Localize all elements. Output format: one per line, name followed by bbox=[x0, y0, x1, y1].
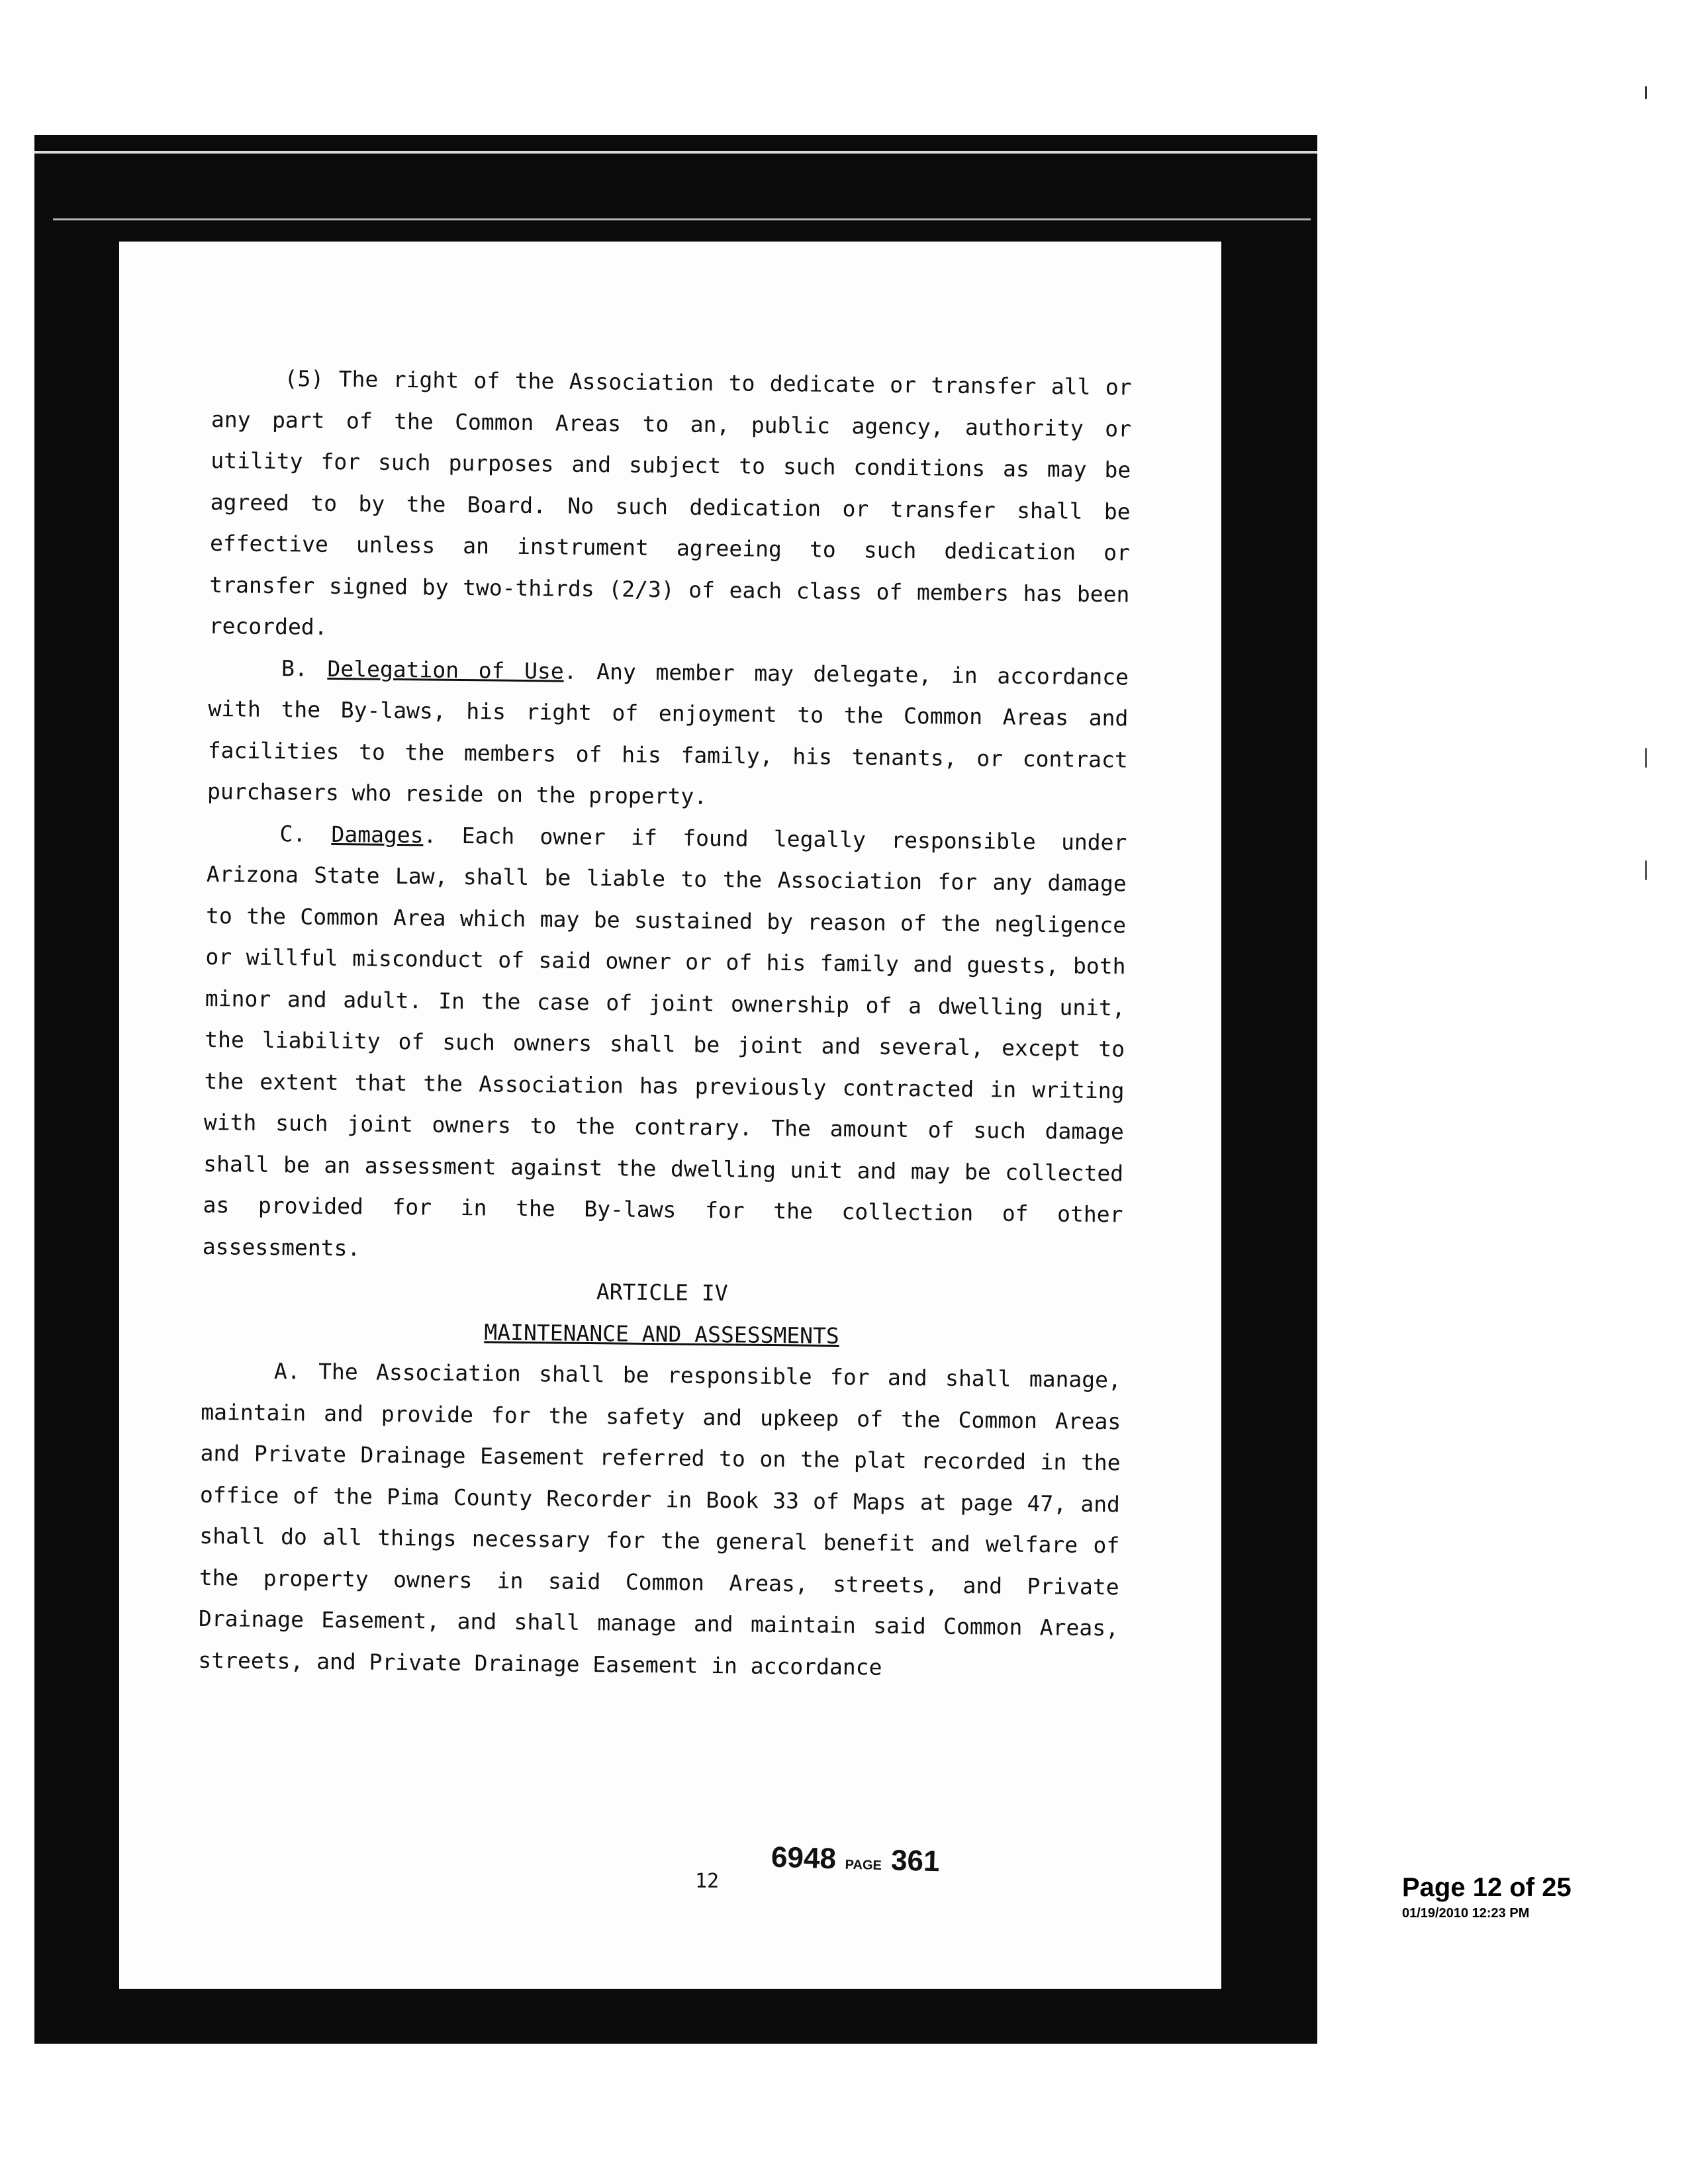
book-number: 6948 bbox=[771, 1841, 837, 1876]
scan-speck bbox=[1645, 86, 1647, 99]
paragraph-text: The Association shall be responsible for and shall manage, maintain and provide for the safety and upkeep of the Common Areas and Private Drainage Easement referred to on the plat recorded in the office of the Pima County Recorder in Book 33 of Maps at page 47, and shall do all things necessary for the general benefit and welfare of the property owners in said Common Areas, streets, and Private Drainage Easement, and shall manage and maintain said Common Areas, streets, and Private Drainage Easement in accordance bbox=[198, 1358, 1122, 1680]
paragraph-prefix: (5) bbox=[284, 365, 324, 392]
paragraph-delegation-of-use bbox=[207, 647, 1129, 822]
print-timestamp: 01/19/2010 12:23 PM bbox=[1402, 1906, 1530, 1921]
document-body bbox=[198, 357, 1132, 1690]
article-title: ARTICLE IV bbox=[596, 1279, 728, 1306]
paragraph-prefix: A. bbox=[273, 1358, 301, 1385]
book-page-number: 361 bbox=[890, 1844, 941, 1878]
article-subtitle-text: MAINTENANCE AND ASSESSMENTS bbox=[484, 1318, 839, 1349]
paragraph-prefix: C. bbox=[279, 820, 306, 847]
scan-artifact-line bbox=[34, 151, 1317, 154]
paragraph-text: . Each owner if found legally responsible under Arizona State Law, shall be liable to the Association for any damage to the Common Area which may be sustained by reason of the negligence or willful misconduct of said owner or of his family and guests, both minor and adult. In the case of joint ownership of a dwelling unit, the liability of such owners shall be joint and several, except to the extent that the Association has previously contracted in writing with such joint owners to the contrary. The amount of such damage shall be an assessment against the dwelling unit and may be collected as provided for in the By-laws for the collection of other assessments. bbox=[202, 821, 1127, 1261]
section-heading: Delegation of Use bbox=[327, 655, 564, 684]
paragraph-damages bbox=[203, 812, 1127, 1277]
page-number: 12 bbox=[695, 1870, 720, 1893]
section-heading: Damages bbox=[331, 821, 424, 848]
book-page-stamp bbox=[771, 1841, 940, 1879]
paragraph-5 bbox=[209, 357, 1132, 657]
scan-artifact-line bbox=[53, 218, 1311, 220]
scan-speck bbox=[1645, 748, 1647, 768]
paragraph-text: . Any member may delegate, in accordance with the By-laws, his right of enjoyment to the Common Areas and facilities to the members of his family, his tenants, or contract purchasers who reside on the property. bbox=[207, 658, 1129, 809]
page-counter: Page 12 of 25 bbox=[1402, 1873, 1571, 1902]
scan-speck bbox=[1645, 860, 1647, 880]
paragraph-prefix: B. bbox=[281, 655, 308, 682]
page-word: PAGE bbox=[845, 1857, 882, 1874]
paragraph-text: The right of the Association to dedicate or transfer all or any part of the Common Areas to an, public agency, authority or utility for such purposes and subject to such conditions as may be agreed to by the Board. No such dedication or transfer shall be effective unless an instrument agreeing to such dedication or transfer signed by two-thirds (2/3) of each class of members has been recorded. bbox=[209, 366, 1132, 640]
paragraph-article-a bbox=[198, 1350, 1121, 1691]
